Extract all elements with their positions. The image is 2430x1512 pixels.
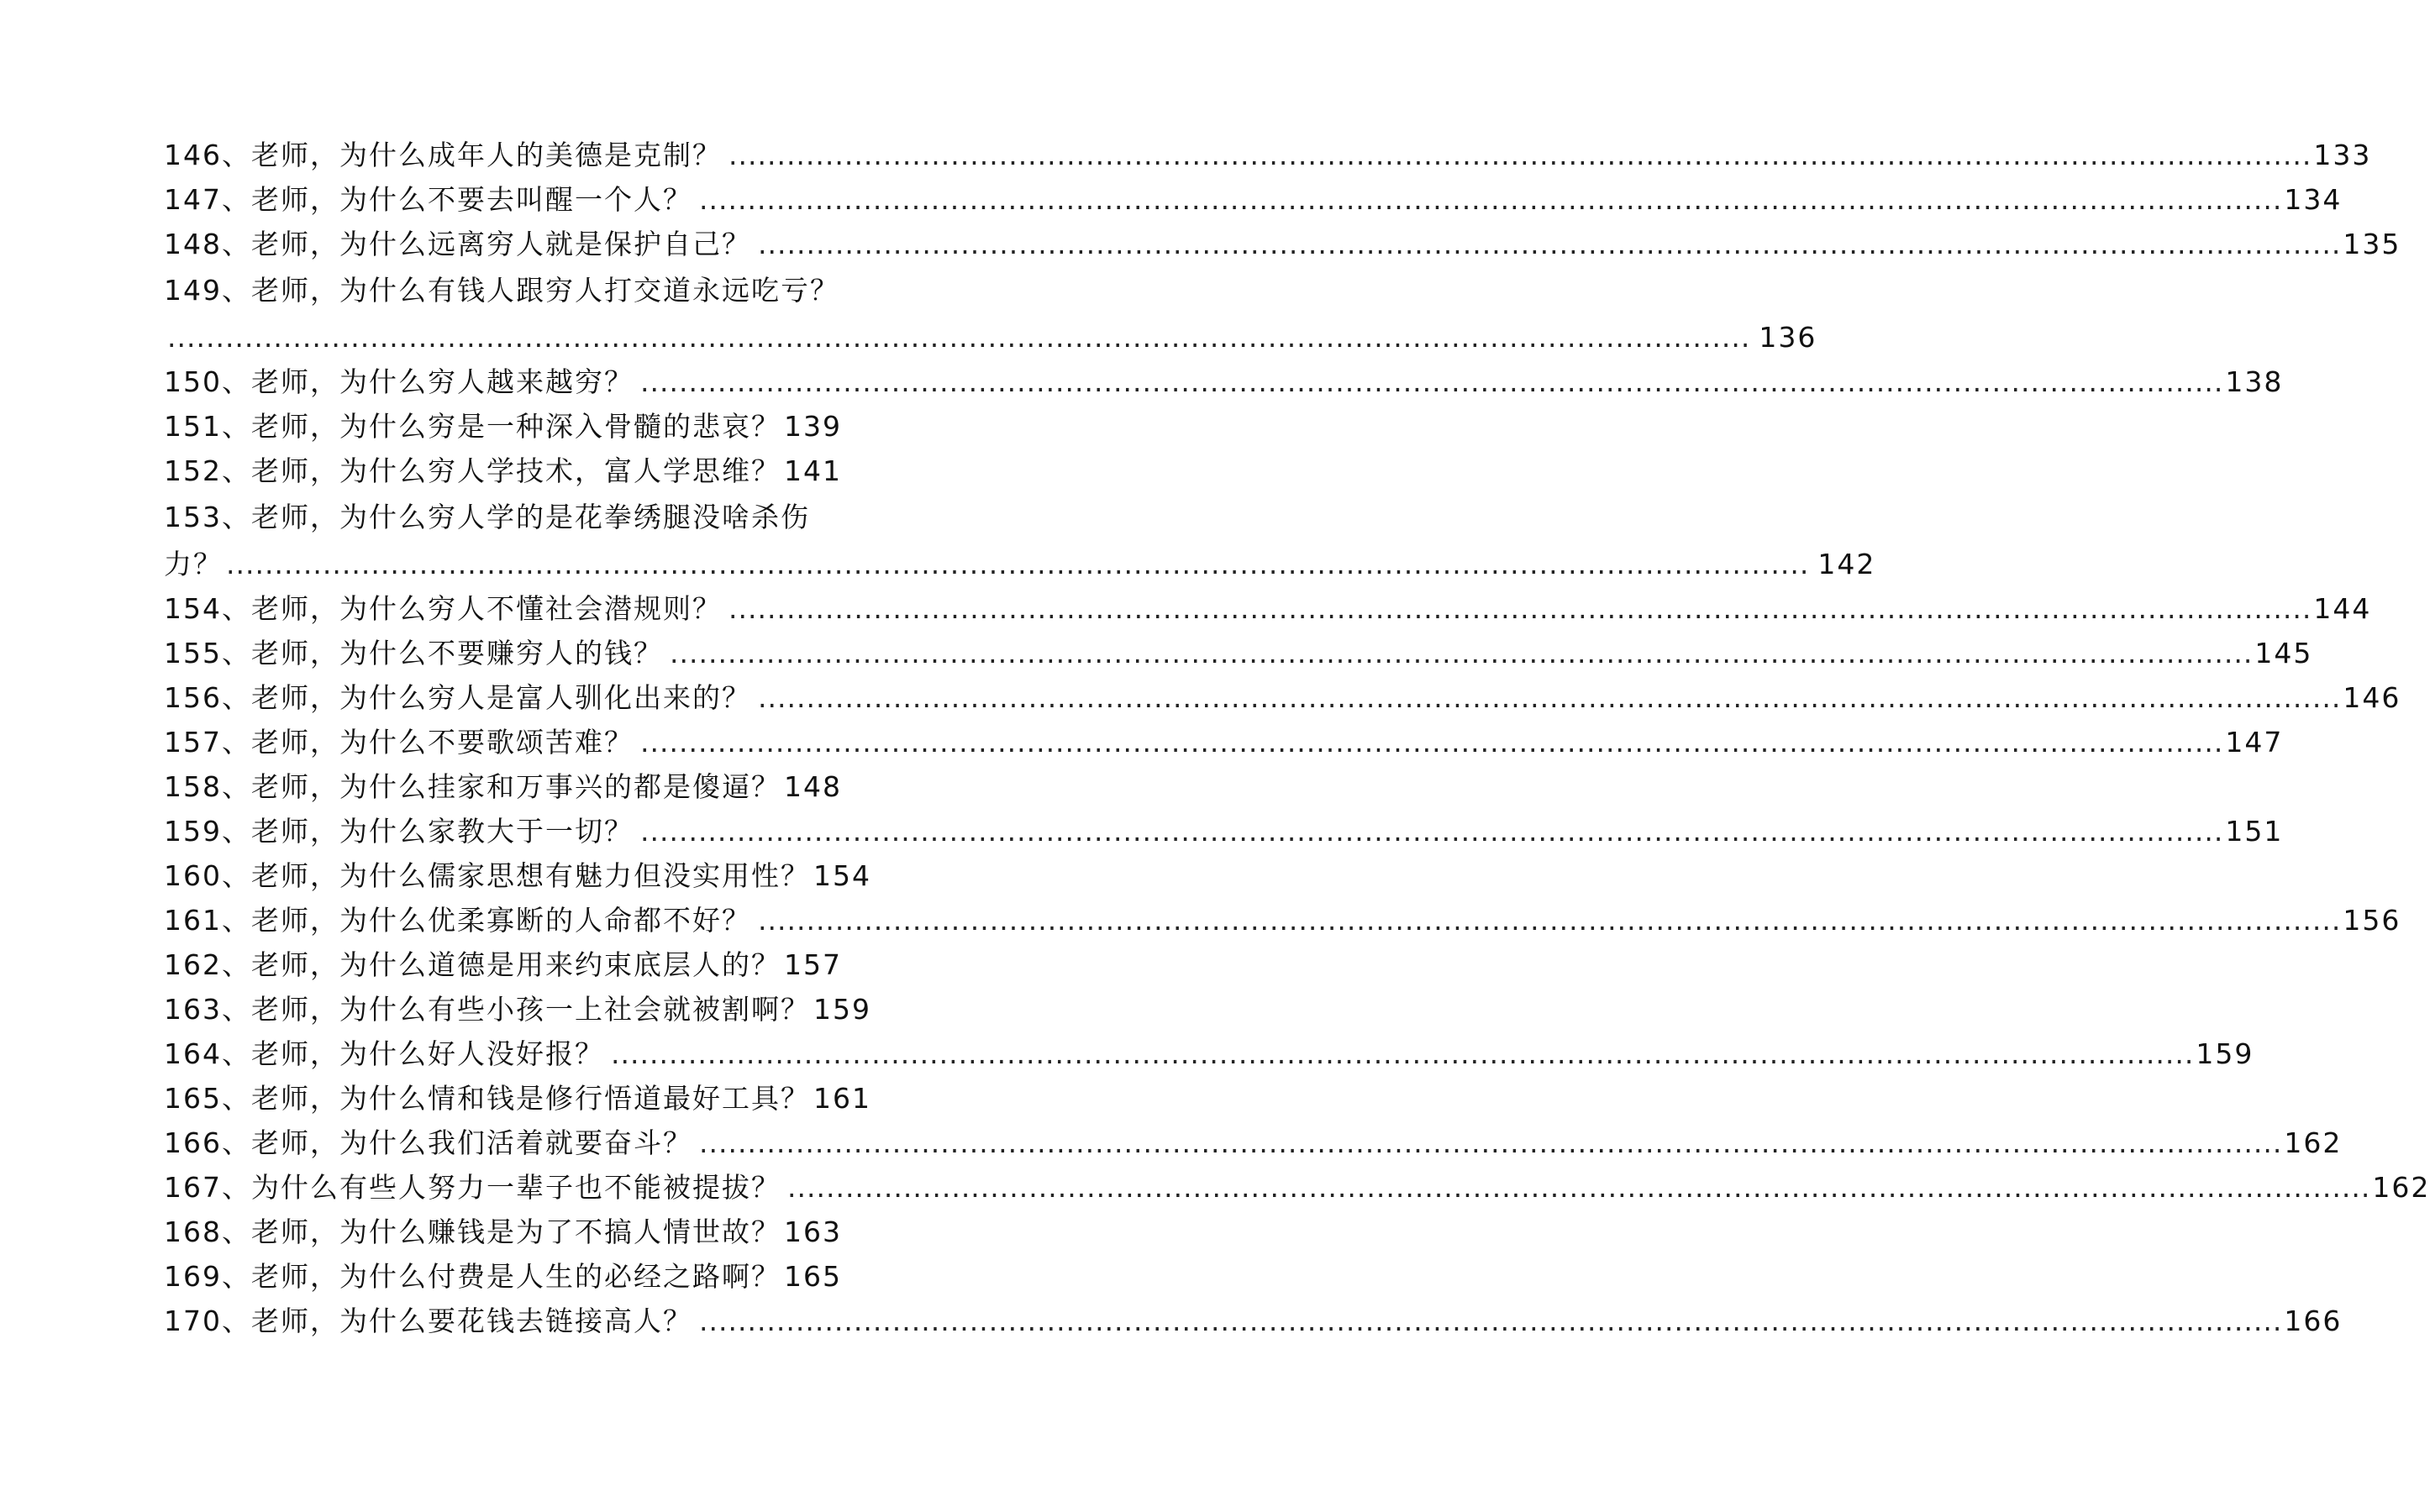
dot-leader: .................................................................................................................................................................... [758,681,2342,714]
toc-entry[interactable] [164,764,903,809]
toc-entry-title: 170、老师，为什么要花钱去链接高人？ [164,1305,692,1337]
dot-leader: .................................................................................................................................................................... [758,904,2342,937]
toc-entry[interactable] [164,1032,2254,1076]
toc-entry[interactable] [164,675,2401,720]
toc-entry-title: 150、老师，为什么穷人越来越穷？ [164,365,634,398]
toc-entry-page: 159 [2196,1037,2254,1070]
dot-leader: .................................................................................................................................................................... [611,1037,2195,1070]
toc-entry-page: 136 [1759,321,1817,354]
toc-entry[interactable] [164,177,2343,222]
toc-entry[interactable] [164,586,2372,631]
toc-entry[interactable] [164,853,903,898]
toc-entry-page: 135 [2343,228,2401,260]
toc-entry-continuation: 力？ [164,548,223,580]
dot-leader: .................................................................................................................................................................... [640,815,2224,848]
toc-entry[interactable] [164,898,2401,942]
toc-entry[interactable] [164,631,2313,675]
toc-entry-title: 161、老师，为什么优柔寡断的人命都不好？ [164,904,751,937]
toc-entry-title: 165、老师，为什么情和钱是修行悟道最好工具？ [164,1082,810,1115]
toc-entry-page: 156 [2343,904,2401,937]
toc-entry[interactable] [164,222,2401,266]
toc-entry[interactable] [164,1165,2430,1210]
toc-entry-title: 163、老师，为什么有些小孩一上社会就被割啊？ [164,993,810,1026]
toc-entry[interactable] [164,1299,2343,1343]
toc-entry-title: 149、老师，为什么有钱人跟穷人打交道永远吃亏？ [164,274,839,307]
dot-leader: .................................................................................................................................................................... [167,321,1751,354]
toc-entry-title: 147、老师，为什么不要去叫醒一个人？ [164,183,692,216]
toc-entry[interactable] [164,942,903,987]
toc-entry[interactable] [164,493,1876,586]
toc-entry[interactable] [164,360,2284,404]
toc-entry-page: 142 [1817,548,1876,580]
toc-entry-page: 145 [2254,637,2313,669]
dot-leader: .................................................................................................................................................................... [670,637,2254,669]
toc-entry[interactable] [164,1210,903,1254]
toc-entry-title: 146、老师，为什么成年人的美德是克制？ [164,139,722,171]
toc-entry[interactable] [164,1254,903,1299]
dot-leader: .................................................................................................................................................................... [699,1305,2283,1337]
toc-entry[interactable] [164,449,903,493]
dot-leader: .................................................................................................................................................................... [640,726,2224,759]
dot-leader: .................................................................................................................................................................... [728,592,2312,625]
toc-entry[interactable] [164,133,2372,177]
toc-entry-page: 148 [784,770,842,803]
toc-entry-title: 164、老师，为什么好人没好报？ [164,1037,604,1070]
toc-entry-title: 166、老师，为什么我们活着就要奋斗？ [164,1126,692,1159]
toc-entry[interactable] [164,266,1817,360]
dot-leader: .................................................................................................................................................................... [226,548,1810,580]
toc-entry-page: 165 [784,1260,842,1293]
toc-entry-page: 144 [2313,592,2372,625]
toc-entry-page: 134 [2284,183,2343,216]
toc-entry-title: 159、老师，为什么家教大于一切？ [164,815,634,848]
toc-entry-page: 146 [2343,681,2401,714]
toc-entry[interactable] [164,1121,2343,1165]
toc-entry-page: 162 [2284,1126,2343,1159]
toc-entry-page: 161 [813,1082,871,1115]
toc-entry-title: 154、老师，为什么穷人不懂社会潜规则？ [164,592,722,625]
dot-leader: .................................................................................................................................................................... [699,1126,2283,1159]
toc-entry-page: 159 [813,993,871,1026]
toc-entry-page: 166 [2284,1305,2343,1337]
dot-leader: .................................................................................................................................................................... [728,139,2312,171]
toc-entry-page: 133 [2313,139,2372,171]
toc-entry-page: 138 [2225,365,2284,398]
toc-entry[interactable] [164,987,903,1032]
toc-entry-page: 141 [784,454,842,487]
toc-entry-title: 160、老师，为什么儒家思想有魅力但没实用性？ [164,859,810,892]
dot-leader: .................................................................................................................................................................... [758,228,2342,260]
toc-entry-title: 167、为什么有些人努力一辈子也不能被提拔？ [164,1171,781,1204]
toc-entry-title: 155、老师，为什么不要赚穷人的钱？ [164,637,663,669]
toc-entry-title: 169、老师，为什么付费是人生的必经之路啊？ [164,1260,781,1293]
toc-entry-title: 157、老师，为什么不要歌颂苦难？ [164,726,634,759]
toc-entry-title: 168、老师，为什么赚钱是为了不搞人情世故？ [164,1215,781,1248]
dot-leader: .................................................................................................................................................................... [640,365,2224,398]
toc-entry[interactable] [164,404,903,449]
toc-entry[interactable] [164,809,2284,853]
dot-leader: .................................................................................................................................................................... [787,1171,2371,1204]
dot-leader: .................................................................................................................................................................... [699,183,2283,216]
toc-entry-title: 152、老师，为什么穷人学技术，富人学思维？ [164,454,781,487]
toc-entry-page: 151 [2225,815,2284,848]
toc-entry-title: 151、老师，为什么穷是一种深入骨髓的悲哀？ [164,410,781,443]
table-of-contents [164,133,2430,1343]
toc-entry-title: 153、老师，为什么穷人学的是花拳绣腿没啥杀伤 [164,501,810,533]
toc-entry-title: 158、老师，为什么挂家和万事兴的都是傻逼？ [164,770,781,803]
toc-entry-page: 154 [813,859,871,892]
toc-entry-page: 162 [2372,1171,2430,1204]
toc-entry-page: 147 [2225,726,2284,759]
toc-entry-title: 156、老师，为什么穷人是富人驯化出来的？ [164,681,751,714]
toc-entry-title: 162、老师，为什么道德是用来约束底层人的？ [164,948,781,981]
toc-entry[interactable] [164,1076,903,1121]
toc-entry-title: 148、老师，为什么远离穷人就是保护自己？ [164,228,751,260]
toc-entry[interactable] [164,720,2284,764]
toc-entry-page: 163 [784,1215,842,1248]
toc-entry-page: 139 [784,410,842,443]
toc-entry-page: 157 [784,948,842,981]
